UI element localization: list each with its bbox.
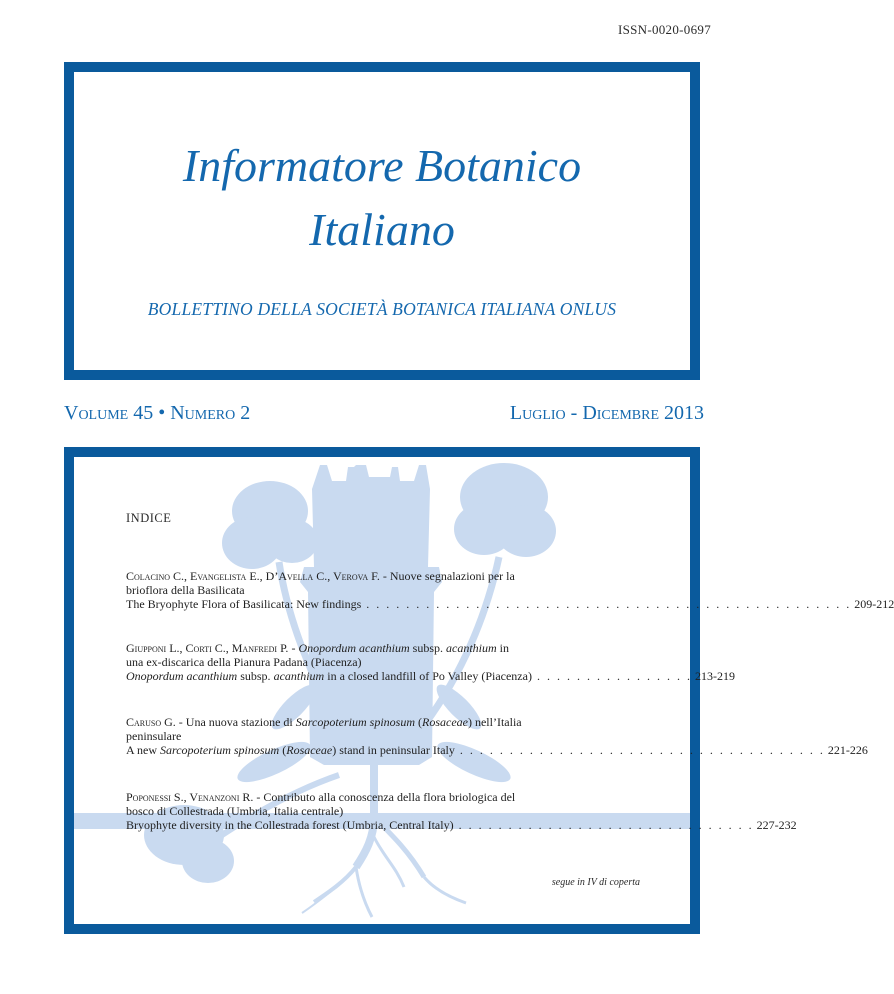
index-heading: INDICE [126, 511, 172, 525]
entry-authors: Colacino C., Evangelista E., D’Avella C., Verova F. [126, 569, 380, 583]
entry-pages: 209-212 [854, 597, 894, 611]
journal-title-line-1: Informatore Botanico [182, 140, 582, 191]
entry-title-en: The Bryophyte Flora of Basilicata: New findings [126, 597, 362, 611]
volume-number: Volume 45 • Numero 2 [64, 402, 251, 424]
index-entry: Giupponi L., Corti C., Manfredi P. - Onopordum acanthium subsp. acanthium in una ex-discarica della Pianura Padana (Piacenza) Onopordum acanthium subsp. acanthium in a closed landfill of Po Valley (Piacenza) . . . . . . . . . . . . . . . . 213-219 [126, 641, 735, 683]
entry-authors: Caruso G. [126, 715, 176, 729]
index-box [64, 447, 894, 934]
journal-title-line-2: Italiano [309, 204, 455, 255]
entry-authors: Giupponi L., Corti C., Manfredi P. [126, 641, 289, 655]
entry-pages: 213-219 [694, 669, 735, 683]
issn-number: ISSN-0020-0697 [617, 22, 711, 37]
entry-title-it: - Una nuova stazione di Sarcopoterium spinosum (Rosaceae) nell’Italia [175, 715, 522, 729]
entry-title-it: - Nuove segnalazioni per la [379, 569, 515, 583]
journal-title-box [64, 62, 700, 380]
journal-title [74, 134, 690, 262]
continued-note: segue in IV di coperta [551, 877, 640, 888]
index-entry: Poponessi S., Venanzoni R. - Contributo alla conoscenza della flora briologica del bosco di Collestrada (Umbria, Italia centrale) Bryophyte diversity in the Collestrada forest (Umbria, Central Italy) . . . . . . . . . . . . . . . . . . . . . . . . . . . . . . 227-232 [126, 790, 797, 832]
entry-pages: 227-232 [756, 818, 797, 832]
journal-subtitle: BOLLETTINO DELLA SOCIETÀ BOTANICA ITALIANA ONLUS [147, 299, 617, 319]
entry-title-en: Bryophyte diversity in the Collestrada forest (Umbria, Central Italy) [126, 818, 454, 832]
entry-title-it-cont: brioflora della Basilicata [126, 583, 245, 597]
entry-title-it-cont: bosco di Collestrada (Umbria, Italia centrale) [126, 804, 344, 818]
entry-pages: 221-226 [827, 743, 868, 757]
index-entry: Colacino C., Evangelista E., D’Avella C., Verova F. - Nuove segnalazioni per la brioflora della Basilicata The Bryophyte Flora of Basilicata: New findings . . . . . . . . . . . . . . . . . . . . . . . . . . . . . . . . . . . . . . . . . . . . . . . . . 209-212 [126, 569, 894, 611]
entry-authors: Poponessi S., Venanzoni R. [126, 790, 254, 804]
index-entry: Caruso G. - Una nuova stazione di Sarcopoterium spinosum (Rosaceae) nell’Italia peninsulare A new Sarcopoterium spinosum (Rosaceae) stand in peninsular Italy . . . . . . . . . . . . . . . . . . . . . . . . . . . . . . . . . . . . . 221-226 [126, 715, 868, 757]
entry-title-en: Onopordum acanthium subsp. acanthium in a closed landfill of Po Valley (Piacenza) [126, 669, 532, 683]
issue-period: Luglio - Dicembre 2013 [509, 402, 704, 424]
issue-info [64, 402, 704, 428]
entry-title-it-cont: peninsulare [126, 729, 182, 743]
entry-title-it-cont: una ex-discarica della Pianura Padana (Piacenza) [126, 655, 362, 669]
entry-title-en: A new Sarcopoterium spinosum (Rosaceae) stand in peninsular Italy [126, 743, 455, 757]
entry-title-it: - Contributo alla conoscenza della flora briologica del [253, 790, 516, 804]
entry-title-it: - Onopordum acanthium subsp. acanthium in [288, 641, 510, 655]
